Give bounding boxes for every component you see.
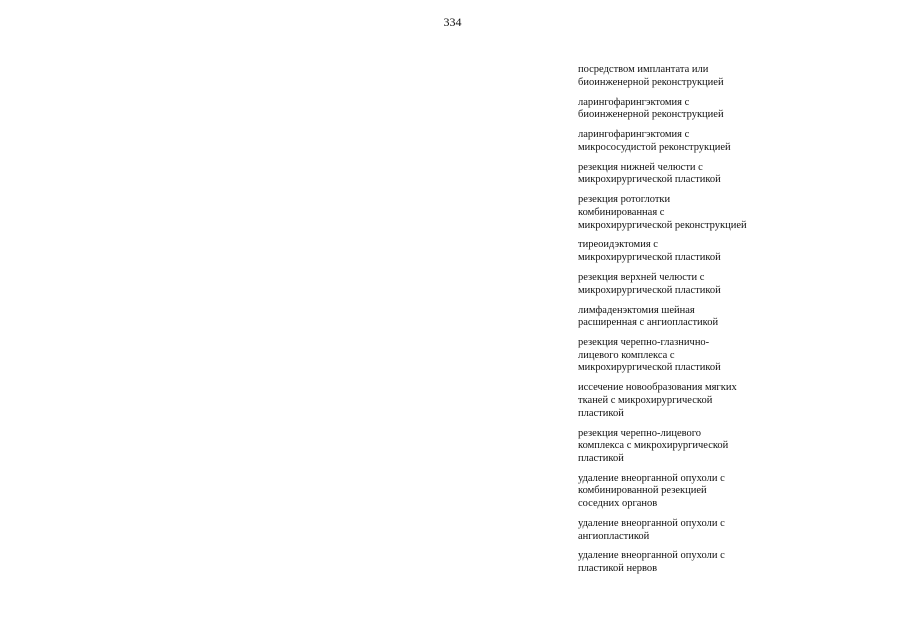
procedure-item: резекция черепно-глазнично- лицевого комплекса с микрохирургической пластикой	[578, 337, 721, 374]
procedure-list	[578, 64, 878, 583]
procedure-item: лимфаденэктомия шейная расширенная с ангиопластикой	[578, 304, 719, 329]
procedure-item: тиреоидэктомия с микрохирургической пластикой	[578, 239, 721, 264]
procedure-item: посредством имплантата или биоинженерной реконструкцией	[578, 64, 724, 88]
procedure-item: резекция ротоглотки комбинированная с микрохирургической реконструкцией	[578, 194, 747, 231]
procedure-item: иссечение новообразования мягких тканей с микрохирургической пластикой	[578, 382, 737, 419]
procedure-item: резекция черепно-лицевого комплекса с микрохирургической пластикой	[578, 427, 729, 464]
procedure-item: резекция верхней челюсти с микрохирургической пластикой	[578, 272, 721, 296]
page-number: 334	[443, 15, 462, 29]
procedure-item: ларингофарингэктомия с микрососудистой реконструкцией	[578, 129, 731, 153]
procedure-item: удаление внеорганной опухоли с комбинированной резекцией соседних органов	[578, 472, 725, 509]
procedure-item: удаление внеорганной опухоли с ангиопластикой	[578, 517, 725, 542]
procedure-item: ларингофарингэктомия с биоинженерной реконструкцией	[578, 96, 724, 121]
procedure-item: резекция нижней челюсти с микрохирургической пластикой	[578, 161, 721, 186]
procedure-item: удаление внеорганной опухоли с пластикой нервов	[578, 550, 725, 575]
